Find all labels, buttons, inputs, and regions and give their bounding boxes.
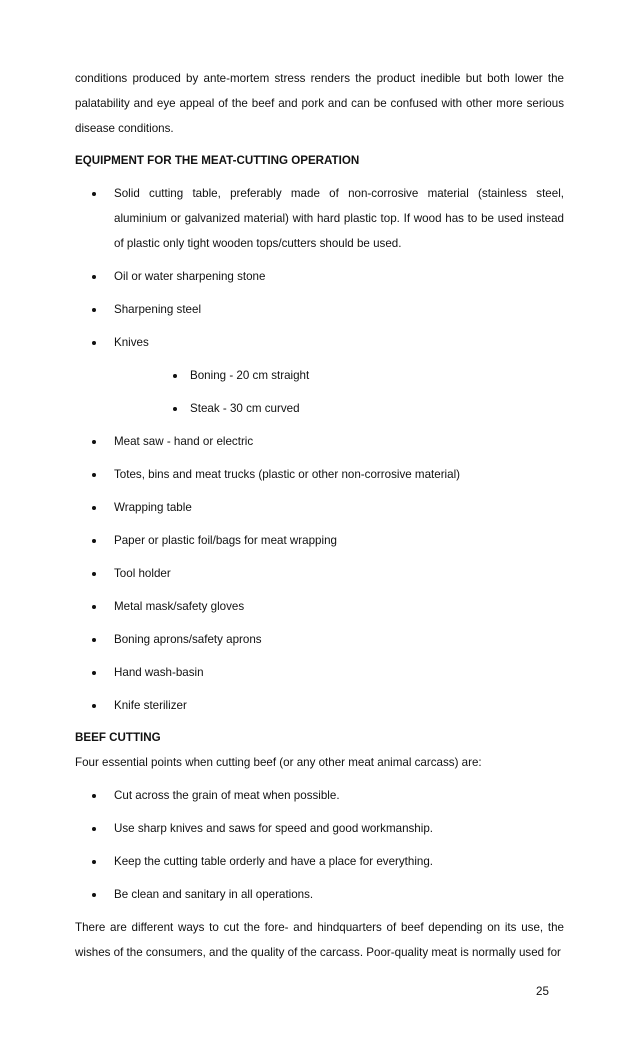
list-item-text: Meat saw - hand or electric (114, 435, 254, 448)
list-item-text: Oil or water sharpening stone (114, 270, 266, 283)
list-item-text: Wrapping table (114, 501, 192, 514)
list-item (75, 495, 564, 520)
sub-list-item-text: Steak - 30 cm curved (190, 402, 300, 415)
sub-list-item (114, 363, 564, 388)
list-item (75, 660, 564, 685)
list-item-text: Knives (114, 336, 149, 349)
list-item (75, 264, 564, 289)
beef-cutting-heading: BEEF CUTTING (75, 731, 161, 744)
equipment-heading: EQUIPMENT FOR THE MEAT-CUTTING OPERATION (75, 154, 360, 167)
sub-list-item (114, 396, 564, 421)
list-item (75, 297, 564, 322)
page-number: 25 (536, 985, 549, 998)
list-item (75, 528, 564, 553)
closing-paragraph: There are different ways to cut the fore- and hindquarters of beef depending on its use, the wishes of the consumers, and the quality of the carcass. Poor-quality meat is normally used for (75, 921, 564, 959)
list-item (75, 816, 564, 841)
list-item-text: Paper or plastic foil/bags for meat wrapping (114, 534, 337, 547)
list-item-text: Keep the cutting table orderly and have a place for everything. (114, 855, 434, 868)
beef-cutting-points (75, 783, 564, 907)
list-item-text: Totes, bins and meat trucks (plastic or other non-corrosive material) (114, 468, 461, 481)
equipment-list (75, 181, 564, 718)
list-item (75, 429, 564, 454)
list-item (75, 627, 564, 652)
document-page (75, 66, 564, 965)
knife-sublist (114, 363, 564, 421)
list-item (75, 849, 564, 874)
list-item (75, 330, 564, 421)
list-item-text: Cut across the grain of meat when possible. (114, 789, 340, 802)
list-item-text: Metal mask/safety gloves (114, 600, 245, 613)
sub-list-item-text: Boning - 20 cm straight (190, 369, 310, 382)
list-item-text: Boning aprons/safety aprons (114, 633, 262, 646)
list-item-text: Solid cutting table, preferably made of non-corrosive material (stainless steel, aluminium or galvanized material) with hard plastic top. If wood has to be used instead of plastic only tight wooden tops/cutters should be used. (114, 187, 564, 250)
list-item-text: Tool holder (114, 567, 171, 580)
list-item-text: Use sharp knives and saws for speed and good workmanship. (114, 822, 434, 835)
list-item-text: Be clean and sanitary in all operations. (114, 888, 314, 901)
list-item (75, 594, 564, 619)
list-item (75, 462, 564, 487)
list-item-text: Knife sterilizer (114, 699, 187, 712)
list-item (75, 693, 564, 718)
list-item (75, 561, 564, 586)
intro-paragraph: conditions produced by ante-mortem stress renders the product inedible but both lower the palatability and eye appeal of the beef and pork and can be confused with other more serious disease conditions. (75, 72, 564, 135)
list-item (75, 783, 564, 808)
beef-cutting-intro: Four essential points when cutting beef (or any other meat animal carcass) are: (75, 756, 482, 769)
list-item (75, 181, 564, 256)
list-item-text: Hand wash-basin (114, 666, 204, 679)
list-item-text: Sharpening steel (114, 303, 202, 316)
list-item (75, 882, 564, 907)
